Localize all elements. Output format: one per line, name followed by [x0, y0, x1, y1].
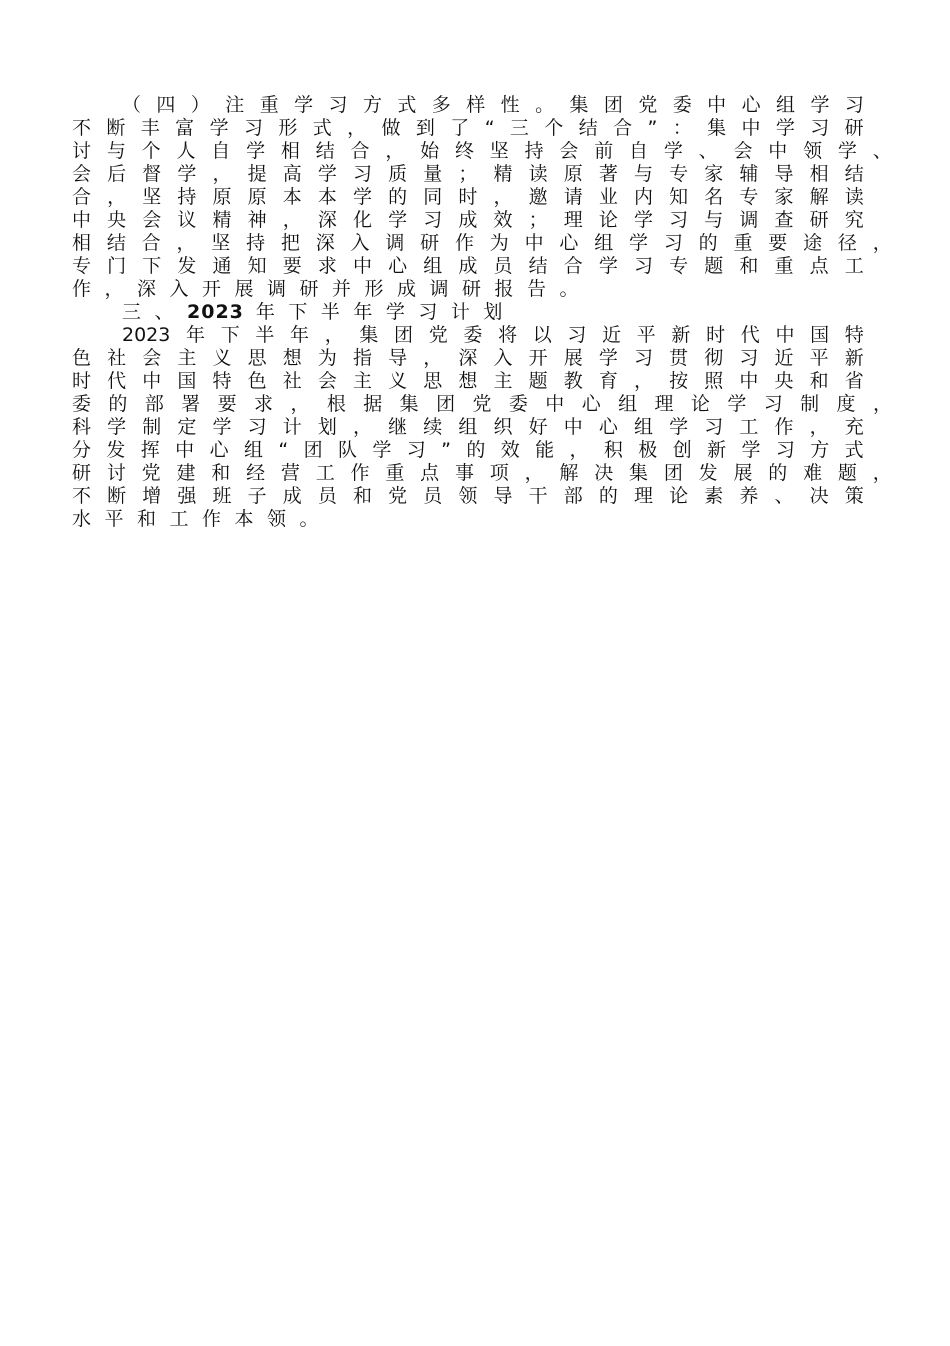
paragraph-line: 时 代 中 国 特 色 社 会 主 义 思 想 主 题 教 育 ， 按 照 中 央 和 省: [72, 370, 864, 392]
paragraph-line: 委 的 部 署 要 求 ， 根 据 集 团 党 委 中 心 组 理 论 学 习 制 度 ，: [72, 393, 892, 415]
heading-suffix: 年下半年学习计划: [255, 301, 516, 323]
paragraph-line: 分 发 挥 中 心 组 “ 团 队 学 习 ” 的 效 能 ， 积 极 创 新 学 习 方 式: [72, 439, 864, 461]
paragraph-line: 作，深入开展调研并形成调研报告。: [72, 278, 593, 300]
heading-prefix: 三、: [122, 301, 188, 323]
paragraph-line: 中 央 会 议 精 神 ， 深 化 学 习 成 效 ； 理 论 学 习 与 调 查 研 究: [72, 209, 864, 231]
section-heading: [122, 301, 516, 324]
paragraph-line: 2023 年 下 半 年 ， 集 团 党 委 将 以 习 近 平 新 时 代 中 国 特: [122, 324, 864, 346]
paragraph-line: 合 ， 坚 持 原 原 本 本 学 的 同 时 ， 邀 请 业 内 知 名 专 家 解 读: [72, 186, 864, 208]
paragraph-line: 不 断 增 强 班 子 成 员 和 党 员 领 导 干 部 的 理 论 素 养 、 决 策: [72, 485, 864, 507]
paragraph-line: （ 四 ） 注 重 学 习 方 式 多 样 性 。 集 团 党 委 中 心 组 学 习: [122, 94, 864, 116]
paragraph-line: 水平和工作本领。: [72, 508, 333, 530]
paragraph-line: 色 社 会 主 义 思 想 为 指 导 ， 深 入 开 展 学 习 贯 彻 习 近 平 新: [72, 347, 864, 369]
heading-year: 2023: [187, 301, 244, 323]
paragraph-line: 不 断 丰 富 学 习 形 式 ， 做 到 了 “ 三 个 结 合 ” ： 集 中 学 习 研: [72, 117, 864, 139]
paragraph-line: 科 学 制 定 学 习 计 划 ， 继 续 组 织 好 中 心 组 学 习 工 作 ， 充: [72, 416, 864, 438]
paragraph-line: 研 讨 党 建 和 经 营 工 作 重 点 事 项 ， 解 决 集 团 发 展 的 难 题 ，: [72, 462, 892, 484]
paragraph-line: 讨 与 个 人 自 学 相 结 合 ， 始 终 坚 持 会 前 自 学 、 会 中 领 学 、: [72, 140, 892, 162]
paragraph-line: 会 后 督 学 ， 提 高 学 习 质 量 ； 精 读 原 著 与 专 家 辅 导 相 结: [72, 163, 864, 185]
paragraph-line: 专 门 下 发 通 知 要 求 中 心 组 成 员 结 合 学 习 专 题 和 重 点 工: [72, 255, 864, 277]
paragraph-line: 相 结 合 ， 坚 持 把 深 入 调 研 作 为 中 心 组 学 习 的 重 要 途 径 ，: [72, 232, 892, 254]
